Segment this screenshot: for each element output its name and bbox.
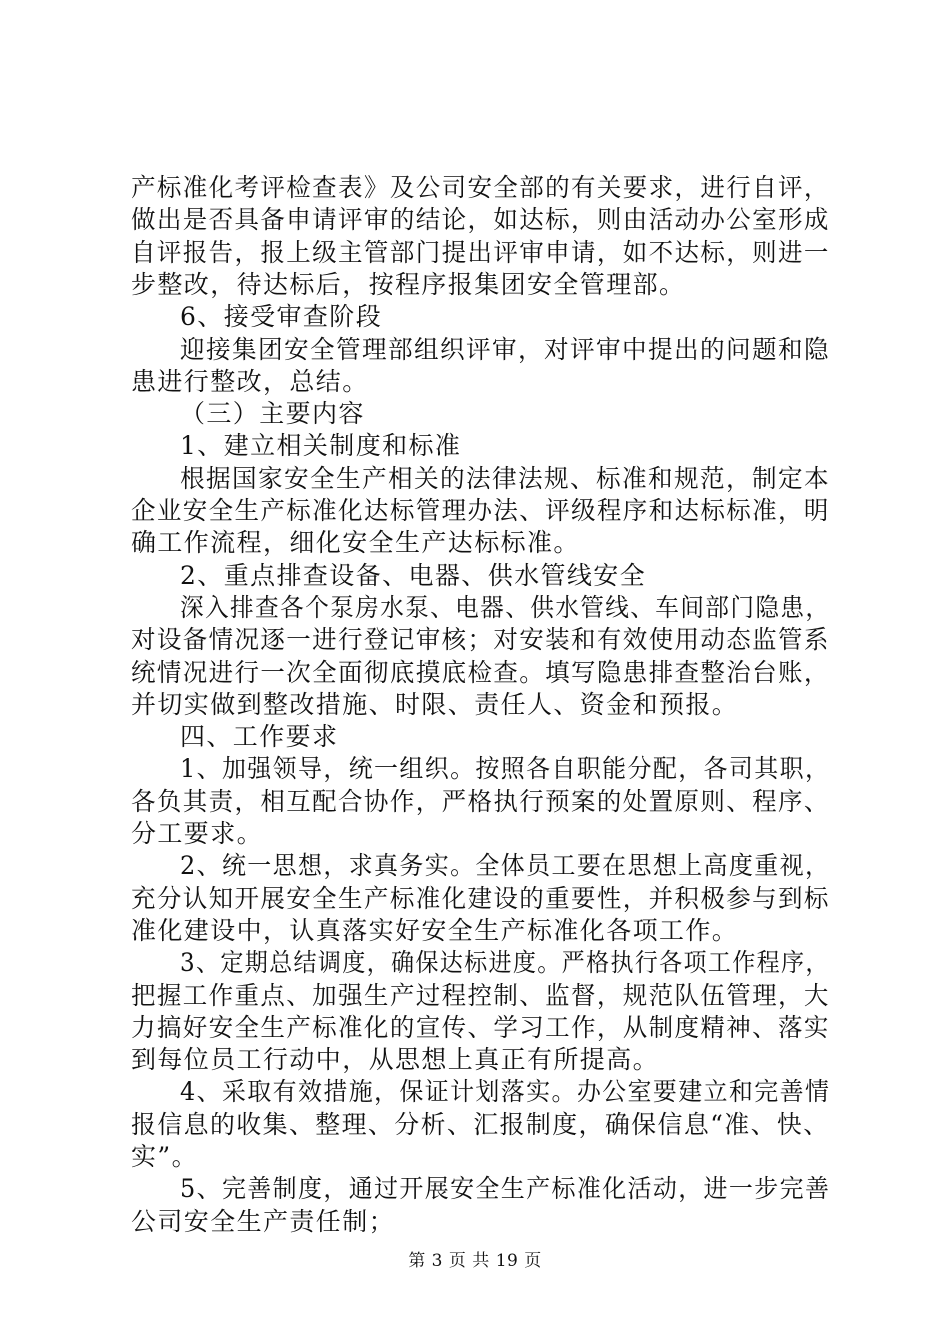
text-line: 分工要求。 — [131, 819, 264, 849]
text-line: 迎接集团安全管理部组织评审，对评审中提出的问题和隐 — [180, 334, 831, 364]
text-line: 患进行整改，总结。 — [131, 366, 369, 396]
text-line: 报信息的收集、整理、分析、汇报制度，确保信息“准、快、 — [131, 1109, 830, 1139]
text-line: 3、定期总结调度，确保达标进度。严格执行各项工作程序， — [180, 948, 830, 978]
text-line: 确工作流程，细化安全生产达标标准。 — [131, 528, 580, 558]
text-line: 根据国家安全生产相关的法律法规、标准和规范，制定本 — [180, 463, 831, 493]
text-line: 准化建设中，认真落实好安全生产标准化各项工作。 — [131, 915, 739, 945]
text-line: 各负其责，相互配合协作，严格执行预案的处置原则、程序、 — [131, 786, 830, 816]
text-line: 产标准化考评检查表》及公司安全部的有关要求，进行自评， — [131, 173, 830, 202]
text-line: 力搞好安全生产标准化的宣传、学习工作，从制度精神、落实 — [131, 1012, 830, 1042]
section-heading: （三）主要内容 — [180, 399, 365, 429]
page-number-footer: 第 3 页 共 19 页 — [408, 1251, 542, 1271]
text-line: 实”。 — [131, 1142, 198, 1172]
text-line: 充分认知开展安全生产标准化建设的重要性，并积极参与到标 — [131, 883, 830, 913]
text-line: 2、统一思想，求真务实。全体员工要在思想上高度重视， — [180, 851, 831, 881]
text-line: 做出是否具备申请评审的结论，如达标，则由活动办公室形成 — [131, 205, 830, 235]
text-line: 统情况进行一次全面彻底摸底检查。填写隐患排查整治台账， — [131, 657, 830, 687]
text-line: 5、完善制度，通过开展安全生产标准化活动，进一步完善 — [180, 1174, 831, 1204]
section-heading: 1、建立相关制度和标准 — [180, 431, 462, 461]
section-heading: 2、重点排查设备、电器、供水管线安全 — [180, 560, 647, 590]
text-line: 步整改，待达标后，按程序报集团安全管理部。 — [131, 269, 686, 299]
text-line: 1、加强领导，统一组织。按照各自职能分配，各司其职， — [180, 754, 831, 784]
text-line: 把握工作重点、加强生产过程控制、监督，规范队伍管理，大 — [131, 980, 830, 1010]
section-heading: 6、接受审查阶段 — [180, 302, 383, 332]
section-heading: 四、工作要求 — [180, 722, 339, 752]
text-line: 自评报告，报上级主管部门提出评审申请，如不达标，则进一 — [131, 237, 830, 267]
text-line: 4、采取有效措施，保证计划落实。办公室要建立和完善情 — [180, 1077, 831, 1107]
text-line: 对设备情况逐一进行登记审核；对安装和有效使用动态监管系 — [131, 625, 830, 655]
text-line: 企业安全生产标准化达标管理办法、评级程序和达标标准，明 — [131, 496, 830, 526]
text-line: 公司安全生产责任制； — [131, 1206, 396, 1236]
text-line: 到每位员工行动中，从思想上真正有所提高。 — [131, 1045, 660, 1075]
text-line: 并切实做到整改措施、时限、责任人、资金和预报。 — [131, 689, 739, 719]
text-line: 深入排查各个泵房水泵、电器、供水管线、车间部门隐患， — [180, 592, 831, 622]
